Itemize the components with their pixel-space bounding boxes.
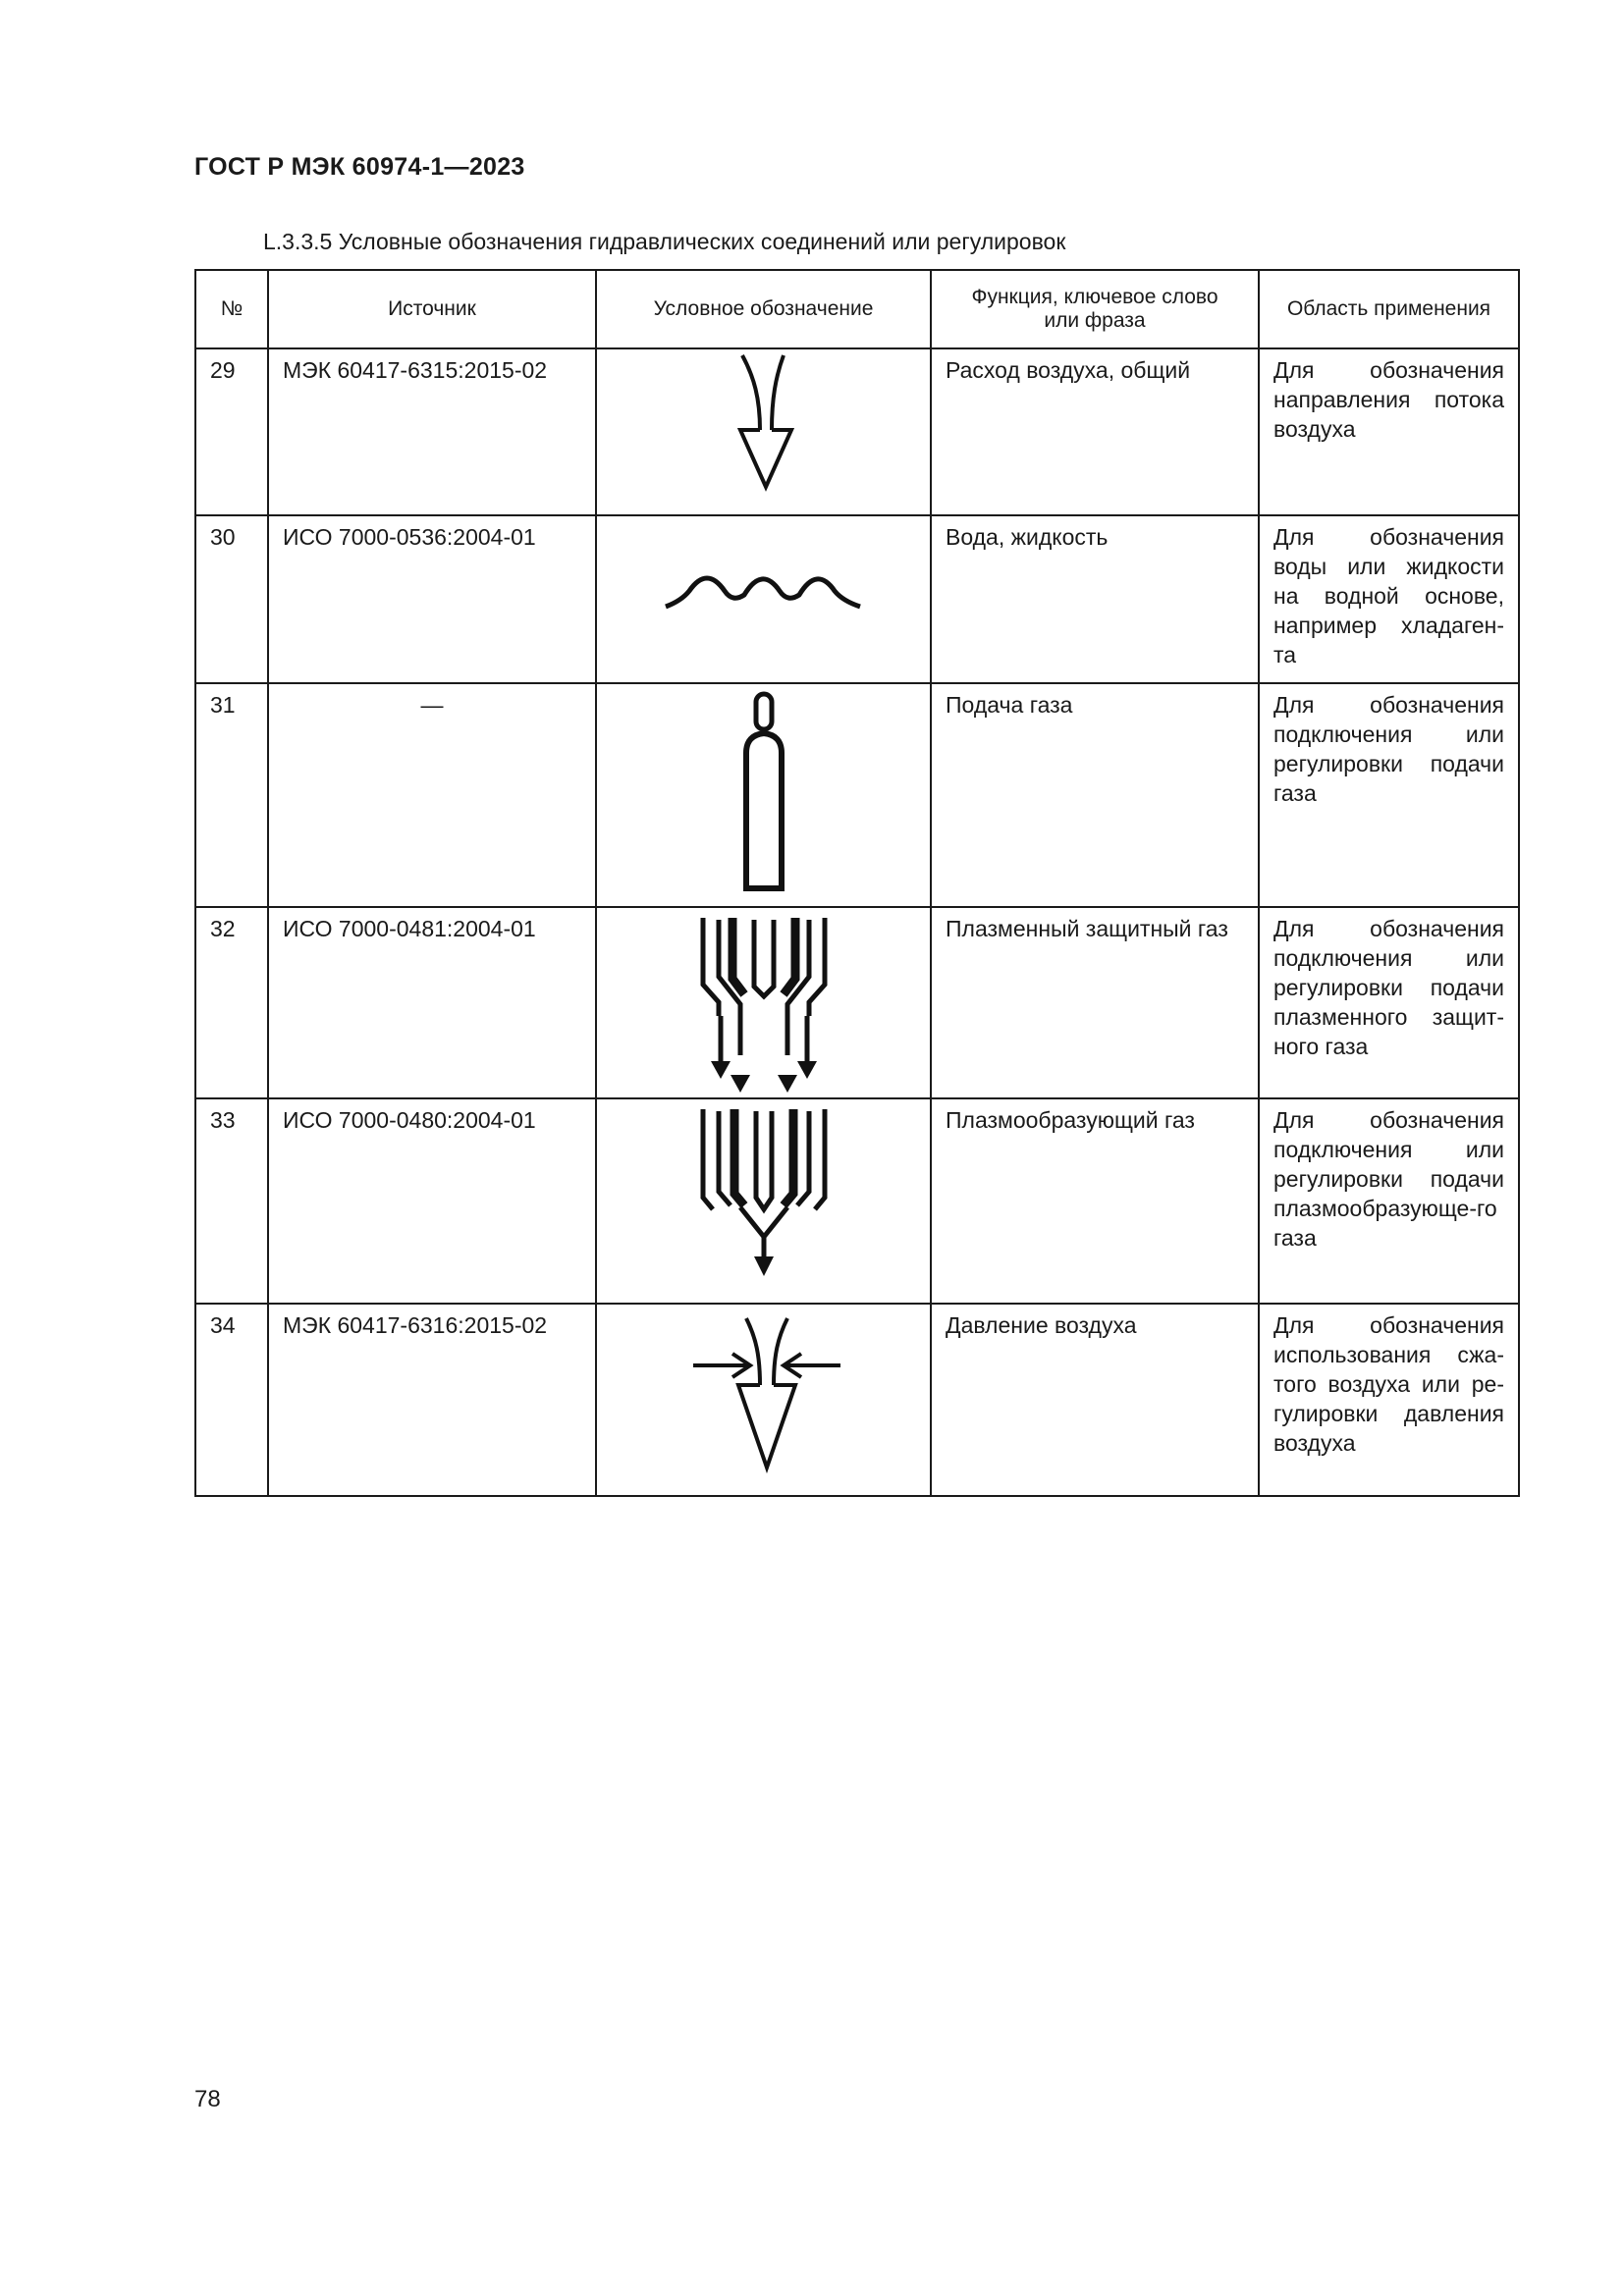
row-number-cell — [195, 907, 268, 1098]
application-cell — [1259, 515, 1519, 683]
application-text: Для обозначения подключения или регулировки подачи плазмообразующе-го газа — [1273, 1107, 1504, 1251]
row-number-cell — [195, 348, 268, 515]
table-row — [195, 348, 1519, 515]
col-header-symbol: Условное обозначение — [596, 270, 931, 348]
page-number: 78 — [194, 2086, 221, 2112]
source-text: МЭК 60417-6315:2015-02 — [283, 357, 548, 383]
function-text: Плазменный защитный газ — [946, 916, 1228, 941]
application-cell — [1259, 1098, 1519, 1304]
source-cell — [268, 683, 596, 907]
table-row — [195, 1304, 1519, 1496]
source-cell — [268, 907, 596, 1098]
application-text: Для обозначения подключения или регулировки подачи газа — [1273, 692, 1504, 806]
function-cell — [931, 683, 1259, 907]
source-cell — [268, 1098, 596, 1304]
water-liquid-symbol — [596, 515, 931, 683]
table-caption: L.3.3.5 Условные обозначения гидравлических соединений или регулировок — [263, 229, 1066, 254]
gas-cylinder-symbol — [596, 683, 931, 907]
source-text: МЭК 60417-6316:2015-02 — [283, 1312, 548, 1338]
function-text: Плазмообразующий газ — [946, 1107, 1195, 1133]
row-number-cell — [195, 1304, 268, 1496]
gas-cylinder-icon — [715, 684, 813, 900]
col-header-source: Источник — [268, 270, 596, 348]
plasma-shielding-gas-symbol — [596, 907, 931, 1098]
function-text: Вода, жидкость — [946, 524, 1109, 550]
plasma-forming-gas-symbol — [596, 1098, 931, 1304]
source-text: ИСО 7000-0481:2004-01 — [283, 916, 536, 941]
application-text: Для обозначения подключения или регулировки подачи плазменного защит-ного газа — [1273, 916, 1504, 1059]
row-number: 34 — [210, 1312, 236, 1338]
table-row — [195, 683, 1519, 907]
application-cell — [1259, 907, 1519, 1098]
symbols-table — [194, 269, 1520, 1497]
row-number: 32 — [210, 916, 236, 941]
function-cell — [931, 1304, 1259, 1496]
application-text: Для обозначения воды или жидкости на водной основе, например хладаген-та — [1273, 524, 1504, 667]
plasma-forming-gas-icon — [676, 1099, 852, 1286]
table-row — [195, 907, 1519, 1098]
function-cell — [931, 907, 1259, 1098]
row-number-cell — [195, 1098, 268, 1304]
source-cell — [268, 348, 596, 515]
source-text: ИСО 7000-0536:2004-01 — [283, 524, 536, 550]
application-cell — [1259, 348, 1519, 515]
function-cell — [931, 348, 1259, 515]
water-waves-icon — [656, 516, 872, 664]
col-header-function — [931, 270, 1259, 348]
table-header-row — [195, 270, 1519, 348]
col-header-number: № — [195, 270, 268, 348]
plasma-shielding-gas-icon — [676, 908, 852, 1095]
application-cell — [1259, 1304, 1519, 1496]
application-text: Для обозначения направления потока воздуха — [1273, 357, 1504, 442]
table-row — [195, 1098, 1519, 1304]
row-number-cell — [195, 683, 268, 907]
air-flow-general-symbol — [596, 348, 931, 515]
function-text: Подача газа — [946, 692, 1073, 718]
function-cell — [931, 1098, 1259, 1304]
application-text: Для обозначения использования сжа-того воздуха или ре-гулировки давления воздуха — [1273, 1312, 1504, 1456]
col-header-application: Область применения — [1259, 270, 1519, 348]
row-number: 30 — [210, 524, 236, 550]
row-number: 31 — [210, 692, 236, 718]
function-text: Давление воздуха — [946, 1312, 1137, 1338]
source-text: — — [420, 692, 444, 718]
air-pressure-arrow-icon — [676, 1305, 852, 1481]
source-cell — [268, 1304, 596, 1496]
row-number-cell — [195, 515, 268, 683]
col-header-function-text: Функция, ключевое слово или фраза — [971, 286, 1218, 332]
air-pressure-symbol — [596, 1304, 931, 1496]
application-cell — [1259, 683, 1519, 907]
source-text: ИСО 7000-0480:2004-01 — [283, 1107, 536, 1133]
row-number: 29 — [210, 357, 236, 383]
document-header: ГОСТ Р МЭК 60974-1—2023 — [194, 153, 525, 181]
row-number: 33 — [210, 1107, 236, 1133]
air-flow-arrow-icon — [685, 349, 842, 507]
function-cell — [931, 515, 1259, 683]
table-row — [195, 515, 1519, 683]
source-cell — [268, 515, 596, 683]
function-text: Расход воздуха, общий — [946, 357, 1191, 383]
